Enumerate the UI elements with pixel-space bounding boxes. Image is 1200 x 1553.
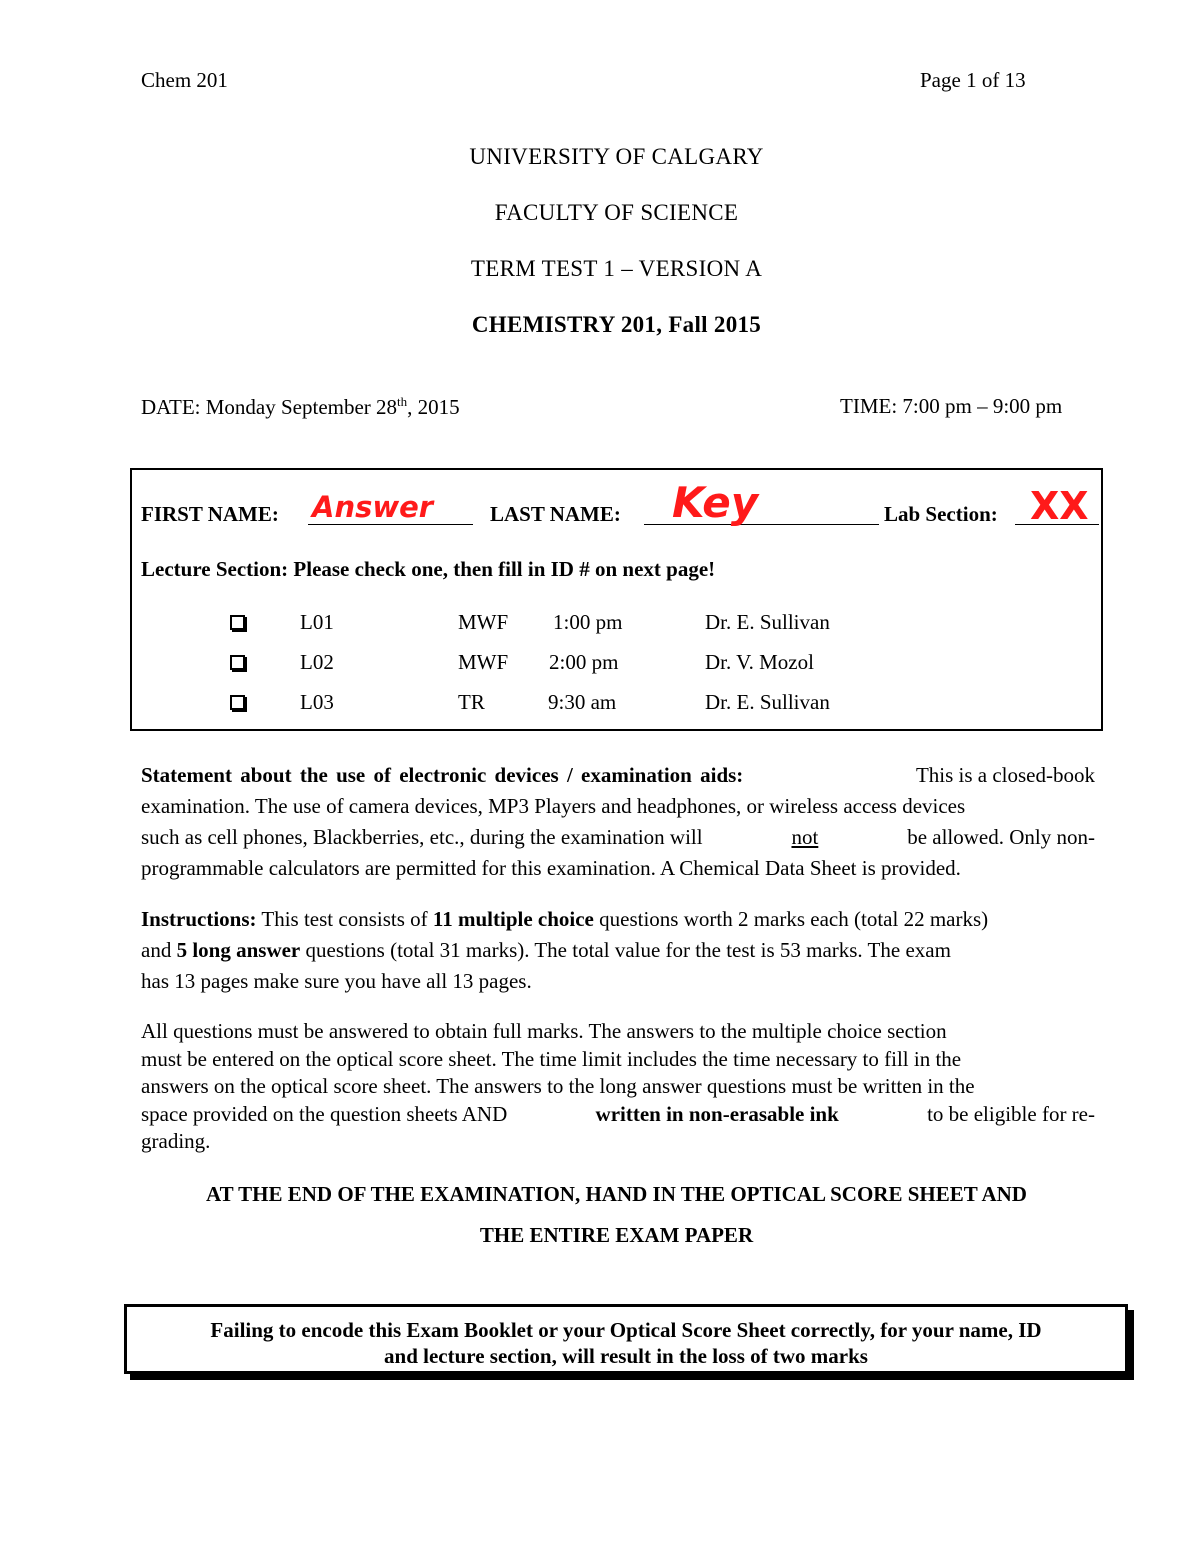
first-name-label: FIRST NAME: <box>141 502 279 526</box>
statement-line2: examination. The use of camera devices, MP3 Players and headphones, or wireless access devices <box>141 794 966 818</box>
title-course: CHEMISTRY 201, Fall 2015 <box>471 312 762 337</box>
warning-box <box>124 1304 1128 1374</box>
instructions-text: This test consists of <box>261 907 428 931</box>
section-instructor: Dr. E. Sullivan <box>705 690 830 714</box>
instructions-text: and <box>141 938 172 962</box>
first-name-underline <box>308 524 473 525</box>
section-instructor: Dr. V. Mozol <box>705 650 814 674</box>
title-faculty: FACULTY OF SCIENCE <box>494 200 739 225</box>
section-time: 9:30 am <box>548 690 617 714</box>
end-notice-line2: THE ENTIRE EXAM PAPER <box>479 1223 754 1247</box>
aq-line5: grading. <box>141 1129 211 1153</box>
title-university: UNIVERSITY OF CALGARY <box>469 144 764 169</box>
instructions-label: Instructions: <box>141 907 257 931</box>
lab-section-label: Lab Section: <box>884 502 998 526</box>
checkbox-l03[interactable] <box>230 695 245 710</box>
statement-not: not <box>791 825 819 849</box>
aq-line1: All questions must be answered to obtain full marks. The answers to the multiple choice section <box>141 1019 947 1043</box>
header-course: Chem 201 <box>141 68 228 92</box>
date-year: , 2015 <box>407 395 460 419</box>
aq-line4-post: to be eligible for re- <box>927 1101 1095 1126</box>
statement-line1: This is a closed-book <box>915 763 1095 787</box>
instructions-la: 5 long answer <box>176 938 301 962</box>
section-code: L03 <box>300 690 334 714</box>
instructions-paragraph <box>141 904 1095 997</box>
warning-line1: Failing to encode this Exam Booklet or your Optical Score Sheet correctly, for your name, ID <box>210 1318 1042 1342</box>
end-notice-line1: AT THE END OF THE EXAMINATION, HAND IN THE OPTICAL SCORE SHEET AND <box>206 1182 1027 1206</box>
lecture-section-heading: Lecture Section: Please check one, then fill in ID # on next page! <box>141 557 716 581</box>
lab-section-field[interactable]: XX <box>1030 484 1089 528</box>
instructions-text: questions (total 31 marks). The total value for the test is 53 marks. The exam <box>305 938 951 962</box>
date-suffix-sup: th <box>397 394 408 409</box>
instructions-mc: 11 multiple choice <box>432 907 594 931</box>
aq-line4-pre: space provided on the question sheets AND <box>141 1101 508 1126</box>
header-page-number: Page 1 of 13 <box>920 68 1026 92</box>
warning-line2: and lecture section, will result in the loss of two marks <box>384 1344 868 1368</box>
exam-date <box>141 394 460 420</box>
checkbox-l02[interactable] <box>230 655 245 670</box>
all-questions-paragraph <box>141 1018 1095 1156</box>
statement-paragraph <box>141 760 1095 884</box>
statement-line4: programmable calculators are permitted for this examination. A Chemical Data Sheet is provided. <box>141 856 961 880</box>
exam-time: TIME: 7:00 pm – 9:00 pm <box>840 394 1063 418</box>
statement-line3-post: be allowed. Only non- <box>907 825 1095 849</box>
aq-line4-bold: written in non-erasable ink <box>595 1101 839 1126</box>
section-instructor: Dr. E. Sullivan <box>705 610 830 634</box>
section-time: 1:00 pm <box>553 610 623 634</box>
statement-lead: Statement about the use of electronic devices / examination aids: <box>141 763 744 787</box>
aq-line3: answers on the optical score sheet. The answers to the long answer questions must be written in the <box>141 1074 975 1098</box>
section-time: 2:00 pm <box>549 650 619 674</box>
first-name-field[interactable]: Answer <box>312 490 434 524</box>
last-name-field[interactable]: Key <box>672 478 759 527</box>
section-days: TR <box>458 690 485 714</box>
title-test: TERM TEST 1 – VERSION A <box>470 256 763 281</box>
instructions-text: questions worth 2 marks each (total 22 marks) <box>599 907 989 931</box>
checkbox-l01[interactable] <box>230 615 245 630</box>
instructions-pages: has 13 pages make sure you have all 13 pages. <box>141 969 532 993</box>
statement-line3-pre: such as cell phones, Blackberries, etc., during the examination will <box>141 825 703 849</box>
section-days: MWF <box>458 610 509 634</box>
section-code: L01 <box>300 610 334 634</box>
date-text: DATE: Monday September 28 <box>141 395 398 419</box>
section-code: L02 <box>300 650 334 674</box>
aq-line2: must be entered on the optical score sheet. The time limit includes the time necessary to fill in the <box>141 1046 962 1071</box>
last-name-label: LAST NAME: <box>490 502 621 526</box>
section-days: MWF <box>458 650 509 674</box>
